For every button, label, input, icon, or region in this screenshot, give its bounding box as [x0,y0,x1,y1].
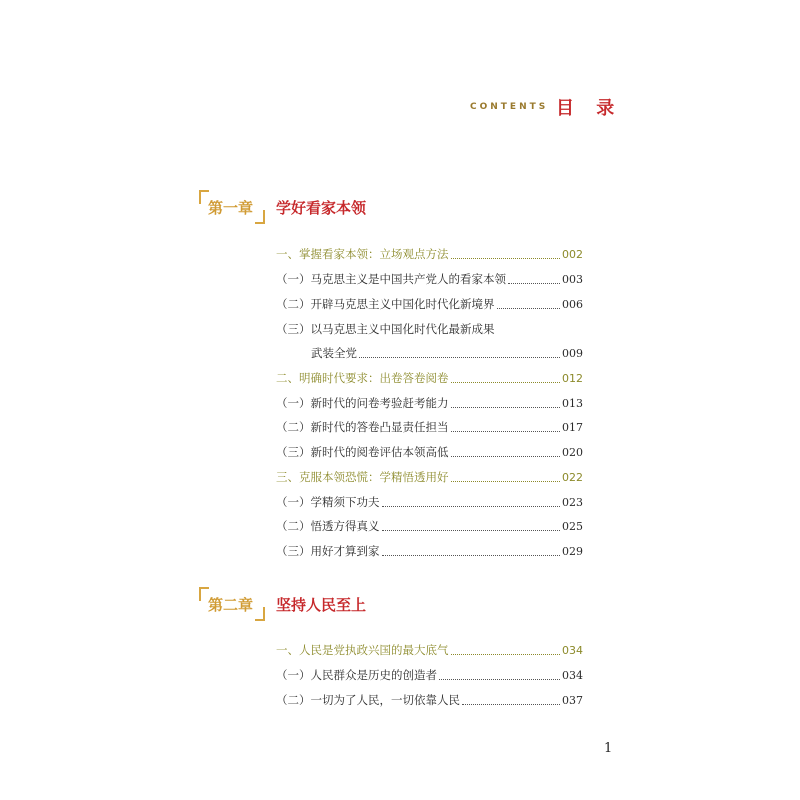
page-ref: 023 [562,495,583,509]
page-ref: 013 [562,396,583,410]
page-ref: 003 [562,272,583,286]
toc-item[interactable]: （二）新时代的答卷凸显责任担当 017 [276,420,583,434]
toc-item[interactable]: （三）用好才算到家 029 [276,544,583,558]
toc-section[interactable]: 二、明确时代要求：出卷答卷阅卷 012 [276,371,583,385]
page-ref: 020 [562,445,583,459]
toc-section[interactable]: 一、人民是党执政兴国的最大底气 034 [276,643,583,657]
page-ref: 017 [562,420,583,434]
page-ref: 034 [562,668,583,682]
toc-section[interactable]: 三、克服本领恐慌：学精悟透用好 022 [276,470,583,484]
chapter-number-frame [199,587,265,621]
page-ref: 006 [562,297,583,311]
chapter-number-frame [199,190,265,224]
chapter-number: 第一章 [208,199,254,217]
toc-item[interactable]: （三）以马克思主义中国化时代化最新成果 [276,322,495,336]
toc-item[interactable]: （一）人民群众是历史的创造者 034 [276,668,583,682]
page-ref: 025 [562,519,583,533]
chapter-title: 学好看家本领 [276,199,367,217]
contents-label-en: CONTENTS [470,102,549,112]
chapter-title: 坚持人民至上 [276,596,367,614]
toc-item-continuation[interactable]: 武装全党 009 [311,346,583,360]
toc-item[interactable]: （三）新时代的阅卷评估本领高低 020 [276,445,583,459]
page-ref: 009 [562,346,583,360]
page-ref: 012 [562,371,583,385]
toc-item[interactable]: （二）悟透方得真义 025 [276,519,583,533]
toc-item[interactable]: （一）新时代的问卷考验赶考能力 013 [276,396,583,410]
toc-item[interactable]: （一）马克思主义是中国共产党人的看家本领 003 [276,272,583,286]
page-ref: 002 [562,247,583,261]
toc-item[interactable]: （二）一切为了人民，一切依靠人民 037 [276,693,583,707]
page-ref: 037 [562,693,583,707]
contents-title: 目 录 [556,98,623,119]
page-ref: 029 [562,544,583,558]
page-ref: 022 [562,470,583,484]
toc-section[interactable]: 一、掌握看家本领：立场观点方法 002 [276,247,583,261]
page-ref: 034 [562,643,583,657]
chapter-number: 第二章 [208,596,254,614]
toc-item[interactable]: （一）学精须下功夫 023 [276,495,583,509]
toc-item[interactable]: （二）开辟马克思主义中国化时代化新境界 006 [276,297,583,311]
page-number: 1 [604,741,613,756]
